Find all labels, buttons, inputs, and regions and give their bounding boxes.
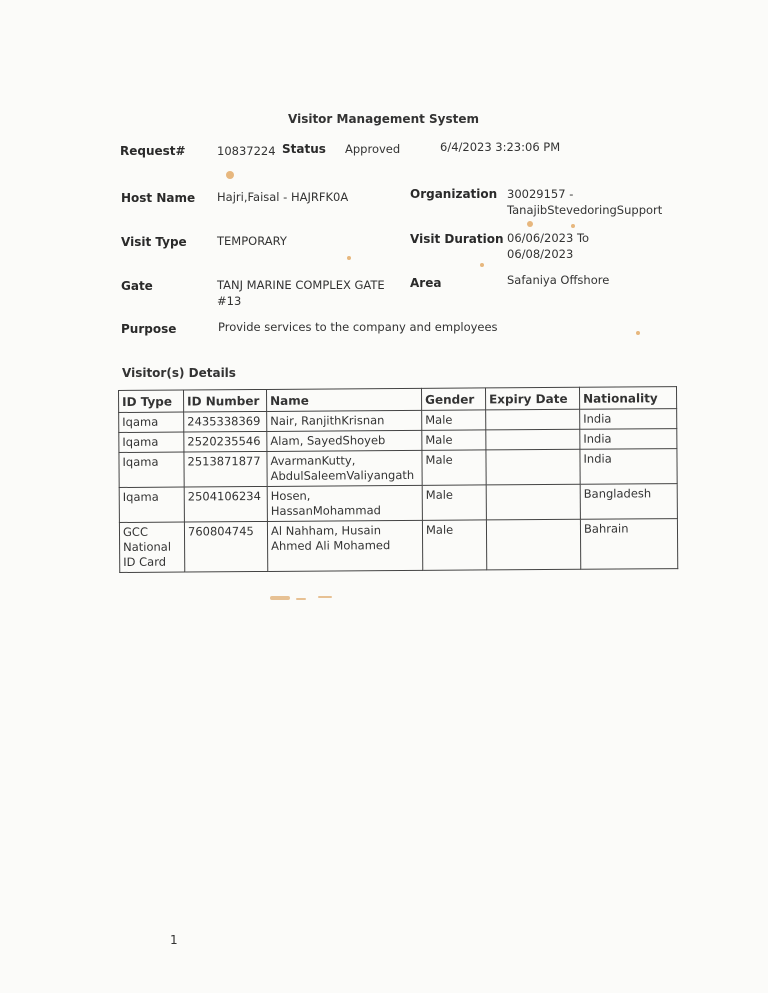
cell-gender: Male <box>422 485 486 520</box>
stain-mark <box>296 598 306 600</box>
table-row <box>119 449 677 488</box>
cell-name: Hosen, HassanMohammad <box>267 485 422 521</box>
visitor-details-heading: Visitor(s) Details <box>122 366 236 380</box>
page-title: Visitor Management System <box>288 112 480 126</box>
cell-expiry-date <box>486 519 580 570</box>
purpose-label: Purpose <box>121 322 177 336</box>
cell-id-number: 2504106234 <box>184 486 267 522</box>
gate-label: Gate <box>121 279 153 293</box>
cell-id-number: 2435338369 <box>184 411 267 432</box>
column-header-gender: Gender <box>421 388 485 410</box>
cell-name: Al Nahham, Husain Ahmed Ali Mohamed <box>267 520 422 571</box>
status-label: Status <box>282 142 326 156</box>
cell-nationality: Bahrain <box>580 519 677 570</box>
host-name-label: Host Name <box>121 191 196 205</box>
cell-id-number: 2513871877 <box>184 451 267 487</box>
stain-mark <box>318 596 332 598</box>
purpose-value: Provide services to the company and employees <box>218 320 498 334</box>
stain-mark <box>571 224 575 228</box>
cell-gender: Male <box>422 450 486 485</box>
cell-id-type: Iqama <box>119 487 184 522</box>
area-label: Area <box>410 276 442 290</box>
cell-id-type: Iqama <box>119 452 184 487</box>
gate-value: TANJ MARINE COMPLEX GATE #13 <box>217 278 385 308</box>
area-value: Safaniya Offshore <box>507 273 610 287</box>
visit-duration-value: 06/06/2023 To 06/08/2023 <box>507 231 590 261</box>
stain-mark <box>480 263 484 267</box>
visitor-details-table <box>118 386 678 573</box>
request-label: Request# <box>120 144 186 158</box>
cell-id-number: 760804745 <box>184 521 267 572</box>
cell-expiry-date <box>486 484 580 520</box>
table-row <box>119 519 677 573</box>
cell-expiry-date <box>486 409 580 430</box>
cell-nationality: India <box>580 429 677 450</box>
stain-mark <box>347 256 351 260</box>
cell-id-number: 2520235546 <box>184 431 267 452</box>
cell-name: AvarmanKutty, AbdulSaleemValiyangath <box>267 450 422 486</box>
cell-nationality: India <box>580 409 677 430</box>
cell-gender: Male <box>422 430 486 450</box>
column-header-expiry-date: Expiry Date <box>485 387 579 410</box>
stain-mark <box>226 171 234 179</box>
cell-expiry-date <box>486 429 580 450</box>
request-number: 10837224 <box>217 144 276 158</box>
table-row <box>119 484 677 523</box>
cell-gender: Male <box>422 520 486 570</box>
visit-duration-label: Visit Duration <box>410 232 504 246</box>
cell-id-type: Iqama <box>119 412 184 432</box>
status-value: Approved <box>345 142 401 156</box>
stain-mark <box>527 221 533 227</box>
request-datetime: 6/4/2023 3:23:06 PM <box>440 140 561 154</box>
stain-mark <box>270 596 290 600</box>
column-header-nationality: Nationality <box>579 387 676 410</box>
cell-name: Alam, SayedShoyeb <box>267 430 422 451</box>
cell-nationality: India <box>580 449 677 485</box>
cell-expiry-date <box>486 449 580 485</box>
column-header-id-type: ID Type <box>119 390 184 412</box>
cell-id-type: GCC National ID Card <box>119 522 184 572</box>
visit-type-label: Visit Type <box>121 235 187 249</box>
organization-value: 30029157 - TanajibStevedoringSupport <box>507 187 663 217</box>
page-number: 1 <box>170 933 178 947</box>
cell-id-type: Iqama <box>119 432 184 452</box>
visit-type-value: TEMPORARY <box>217 234 287 248</box>
host-name-value: Hajri,Faisal - HAJRFK0A <box>217 190 349 204</box>
column-header-name: Name <box>266 388 421 411</box>
organization-label: Organization <box>410 187 498 201</box>
stain-mark <box>636 331 640 335</box>
cell-name: Nair, RanjithKrisnan <box>267 410 422 431</box>
cell-nationality: Bangladesh <box>580 484 677 520</box>
cell-gender: Male <box>422 410 486 430</box>
column-header-id-number: ID Number <box>184 389 267 412</box>
